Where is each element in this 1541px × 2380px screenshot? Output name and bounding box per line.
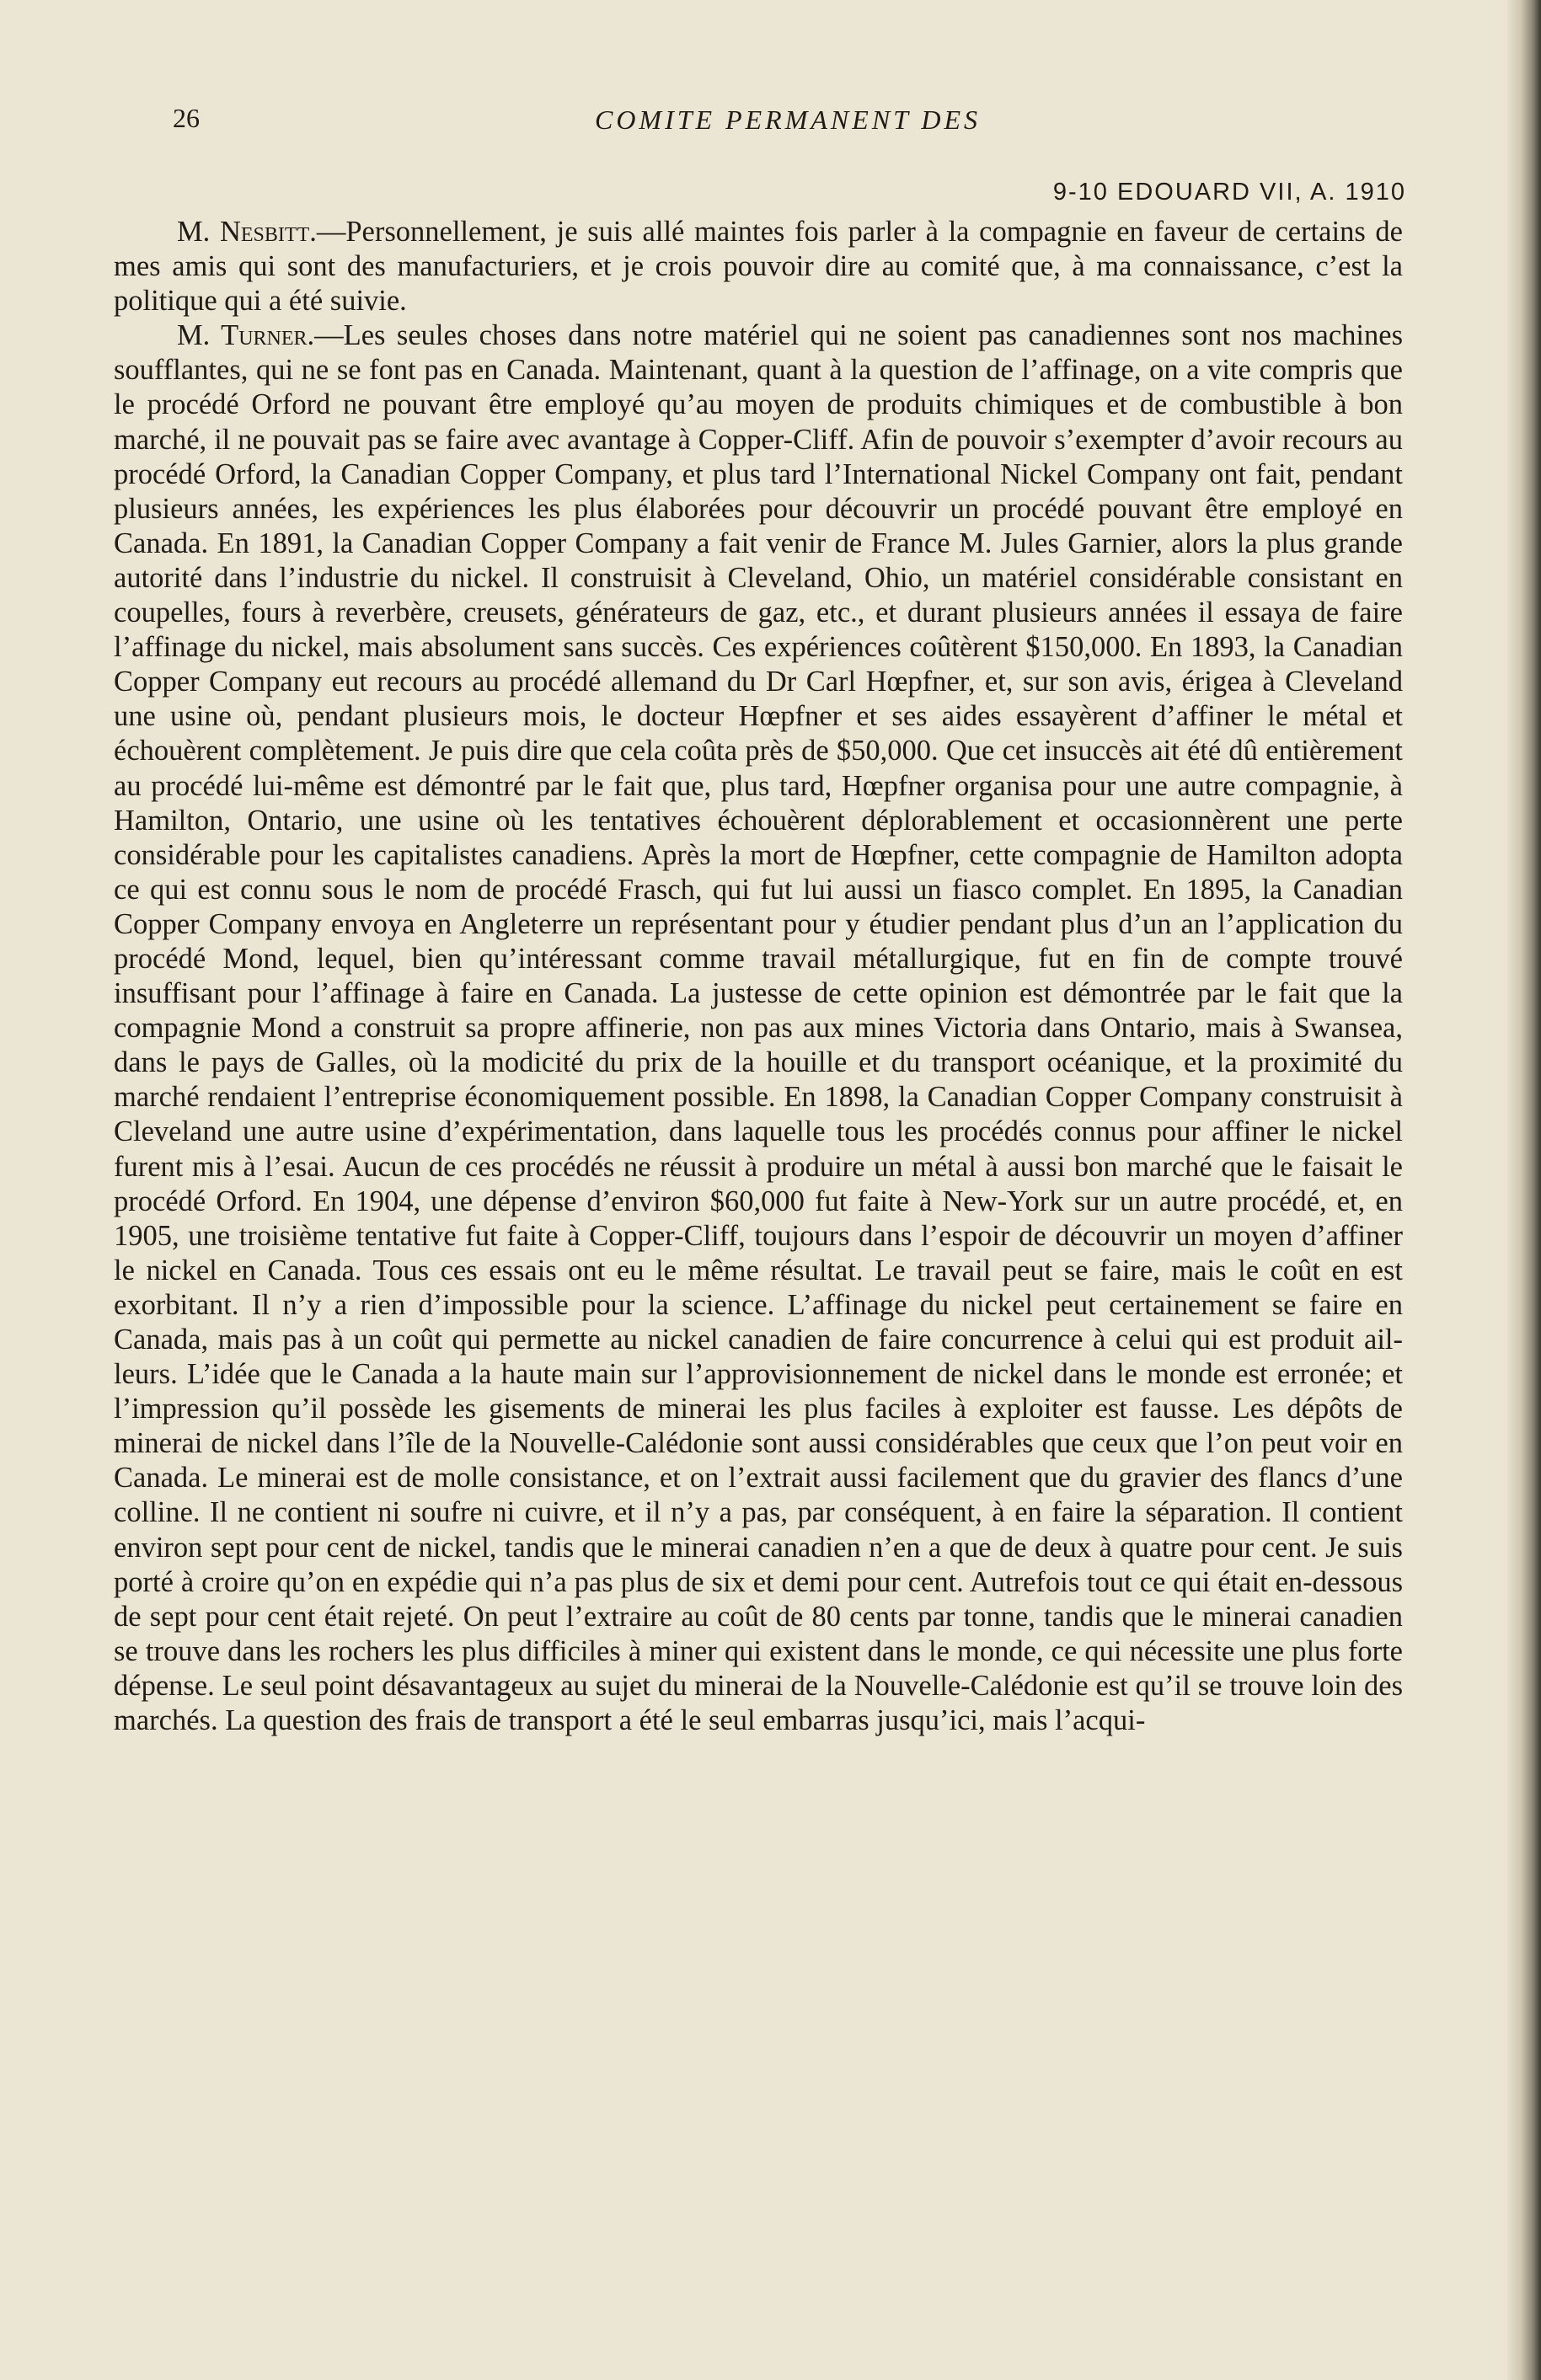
- page-header: [173, 103, 1403, 153]
- paragraph-text: —Les seules choses dans notre matériel qui ne soient pas canadiennes sont nos machines soufflantes, qui ne se font pas en Canada. Maintenant, quant à la question de l’affinage, on a vite compris que le procédé Orford ne pouvant être employé qu’au moyen de produits chimiques et de combustible à bon marché, il ne pouvait pas se faire avec avantage à Copper-Cliff. Afin de pouvoir s’exempter d’avoir recours au procédé Orford, la Canadian Copper Company, et plus tard l’International Nickel Company ont fait, pendant plusieurs années, les expériences les plus élaborées pour découvrir un procédé pouvant être employé en Canada. En 1891, la Canadian Copper Company a fait venir de France M. Jules Garnier, alors la plus grande autorité dans l’industrie du nickel. Il construisit à Cleveland, Ohio, un matériel considérable consistant en coupelles, fours à reverbère, creusets, générateurs de gaz, etc., et durant plusieurs années il essaya de faire l’affinage du nickel, mais absolument sans succès. Ces expériences coûtèrent $150,000. En 1893, la Canadian Copper Company eut recours au procédé allemand du Dr Carl Hœpfner, et, sur son avis, érigea à Cleveland une usine où, pendant plusieurs mois, le docteur Hœpfner et ses aides essayèrent d’affiner le métal et échouèrent complètement. Je puis dire que cela coûta près de $50,000. Que cet insuccès ait été dû entièrement au procédé lui-même est démontré par le fait que, plus tard, Hœpfner organisa pour une autre compagnie, à Hamilton, Ontario, une usine où les tentatives échouèrent déplorablement et occasionnèrent une perte considérable pour les capitalistes canadiens. Après la mort de Hœpfner, cette compagnie de Hamilton adopta ce qui est connu sous le nom de procédé Frasch, qui fut lui aussi un fiasco complet. En 1895, la Canadian Copper Company envoya en Angleterre un représentant pour y étudier pendant plus d’un an l’application du procédé Mond, lequel, bien qu’intéressant comme travail métallurgique, fut en fin de compte trouvé insuffisant pour l’affinage à faire en Canada. La justesse de cette opinion est démontrée par le fait que la compagnie Mond a construit sa propre affinerie, non pas aux mines Victoria dans Ontario, mais à Swansea, dans le pays de Galles, où la modicité du prix de la houille et du transport océanique, et la proximité du marché rendaient l’entreprise économiquement possible. En 1898, la Canadian Copper Company construisit à Cleveland une autre usine d’expérimentation, dans laquelle tous les procédés connus pour affiner le nickel furent mis à l’esai. Aucun de ces procédés ne réussit à produire un métal à aussi bon marché que le faisait le procédé Orford. En 1904, une dépense d’environ $60,000 fut faite à New-York sur un autre procédé, et, en 1905, une troisième tentative fut faite à Copper-Cliff, toujours dans l’espoir de découvrir un moyen d’affiner le nickel en Canada. Tous ces essais ont eu le même résultat. Le travail peut se faire, mais le coût en est exorbitant. Il n’y a rien d’impossible pour la science. L’affinage du nickel peut certainement se faire en Canada, mais pas à un coût qui permette au nickel canadien de faire concurrence à celui qui est produit ailleurs. L’idée que le Canada a la haute main sur l’approvisionnement de nickel dans le monde est erronée; et l’impression qu’il possède les gisements de minerai les plus faciles à exploiter est fausse. Les dépôts de minerai de nickel dans l’île de la Nouvelle-Calédonie sont aussi considérables que ceux que l’on peut voir en Canada. Le minerai est de molle consistance, et on l’extrait aussi facilement que du gravier des flancs d’une colline. Il ne contient ni soufre ni cuivre, et il n’y a pas, par conséquent, à en faire la séparation. Il contient environ sept pour cent de nickel, tandis que le minerai canadien n’en a que de deux à quatre pour cent. Je suis porté à croire qu’on en expédie qui n’a pas plus de six et demi pour cent. Autrefois tout ce qui était en-dessous de sept pour cent était rejeté. On peut l’extraire au coût de 80 cents par tonne, tandis que le minerai canadien se trouve dans les rochers les plus difficiles à miner qui existent dans le monde, ce qui nécessite une plus forte dépense. Le seul point désavantageux au sujet du minerai de la Nouvelle-Calédonie est qu’il se trouve loin des marchés. La question des frais de transport a été le seul embarras jusqu’ici, mais l’acqui-: [114, 319, 1404, 1737]
- session-label: 9-10 EDOUARD VII, A. 1910: [1052, 179, 1406, 206]
- speaker-name: M. Turner.: [177, 319, 315, 352]
- page-edge-shadow: [1507, 0, 1541, 2380]
- paragraph-turner: [114, 318, 1403, 1738]
- paragraph-nesbitt: [114, 215, 1403, 318]
- body-text: [114, 215, 1403, 1738]
- page-number: 26: [173, 103, 200, 133]
- running-head: COMITE PERMANENT DES: [594, 104, 982, 135]
- paragraph-text: —Personnellement, je suis allé maintes fois parler à la compagnie en faveur de certains de mes amis qui sont des manufacturiers, et je crois pouvoir dire au comité que, à ma connaissance, c’est la politique qui a été suivie.: [114, 216, 1403, 318]
- speaker-name: M. Nesbitt.: [177, 216, 317, 248]
